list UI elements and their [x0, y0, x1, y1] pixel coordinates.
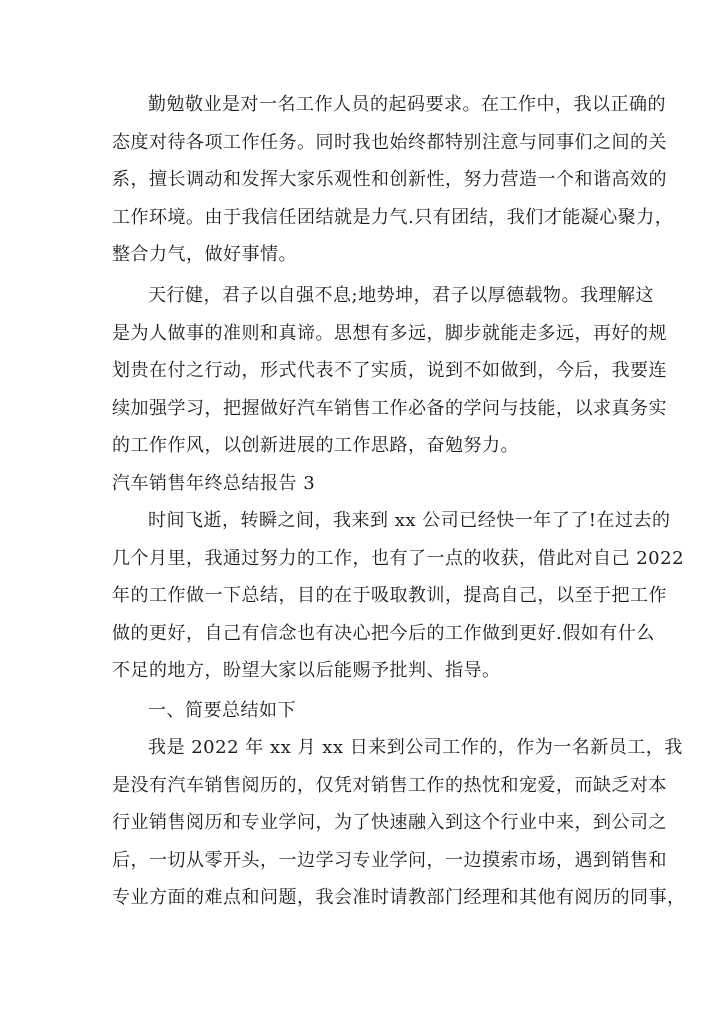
paragraph-line: 系，擅长调动和发挥大家乐观性和创新性，努力营造一个和谐高效的	[112, 169, 667, 190]
section-heading-block	[112, 465, 602, 503]
paragraph-intro	[112, 502, 685, 690]
paragraph-line: 是为人做事的准则和真谛。思想有多远，脚步就能走多远，再好的规	[112, 322, 667, 344]
paragraph-summary	[112, 729, 686, 917]
paragraph-line: 行业销售阅历和专业学问，为了快速融入到这个行业中来，到公司之	[112, 812, 667, 833]
paragraph-principles	[112, 277, 667, 465]
section-title: 汽车销售年终总结报告 3	[112, 473, 316, 494]
paragraph-line: 勤勉敬业是对一名工作人员的起码要求。在工作中，我以正确的	[148, 94, 666, 115]
paragraph-line: 时间飞逝，转瞬之间，我来到 xx 公司已经快一年了了!在过去的	[148, 510, 671, 531]
subheading: 一、简要总结如下	[148, 700, 296, 721]
paragraph-line: 我是 2022 年 xx 月 xx 日来到公司工作的，作为一名新员工，我	[148, 737, 683, 758]
paragraph-line: 不足的地方，盼望大家以后能赐予批判、指导。	[112, 660, 501, 681]
paragraph-line: 专业方面的难点和问题，我会准时请教部门经理和其他有阅历的同事，	[112, 887, 686, 908]
paragraph-line: 划贵在付之行动，形式代表不了实质，说到不如做到，今后，我要连	[112, 360, 667, 381]
subheading-block	[112, 692, 602, 730]
paragraph-line: 天行健，君子以自强不息;地势坤，君子以厚德载物。我理解这	[148, 285, 655, 306]
paragraph-line: 是没有汽车销售阅历的，仅凭对销售工作的热忱和宠爱，而缺乏对本	[112, 774, 667, 796]
paragraph-line: 工作环境。由于我信任团结就是力气.只有团结，我们才能凝心聚力，	[112, 206, 674, 228]
paragraph-line: 整合力气，做好事情。	[112, 244, 297, 265]
paragraph-line: 续加强学习，把握做好汽车销售工作必备的学问与技能，以求真务实	[112, 397, 667, 419]
paragraph-line: 的工作作风，以创新进展的工作思路，奋勉努力。	[112, 435, 519, 456]
paragraph-line: 几个月里，我通过努力的工作，也有了一点的收获，借此对自己 2022	[112, 547, 685, 569]
paragraph-work-attitude	[112, 86, 674, 274]
paragraph-line: 后，一切从零开头，一边学习专业学问，一边摸索市场，遇到销售和	[112, 849, 667, 871]
paragraph-line: 做的更好，自己有信念也有决心把今后的工作做到更好.假如有什么	[112, 622, 655, 644]
paragraph-line: 年的工作做一下总结，目的在于吸取教训，提高自己，以至于把工作	[112, 585, 667, 606]
paragraph-line: 态度对待各项工作任务。同时我也始终都特别注意与同事们之间的关	[112, 131, 667, 153]
